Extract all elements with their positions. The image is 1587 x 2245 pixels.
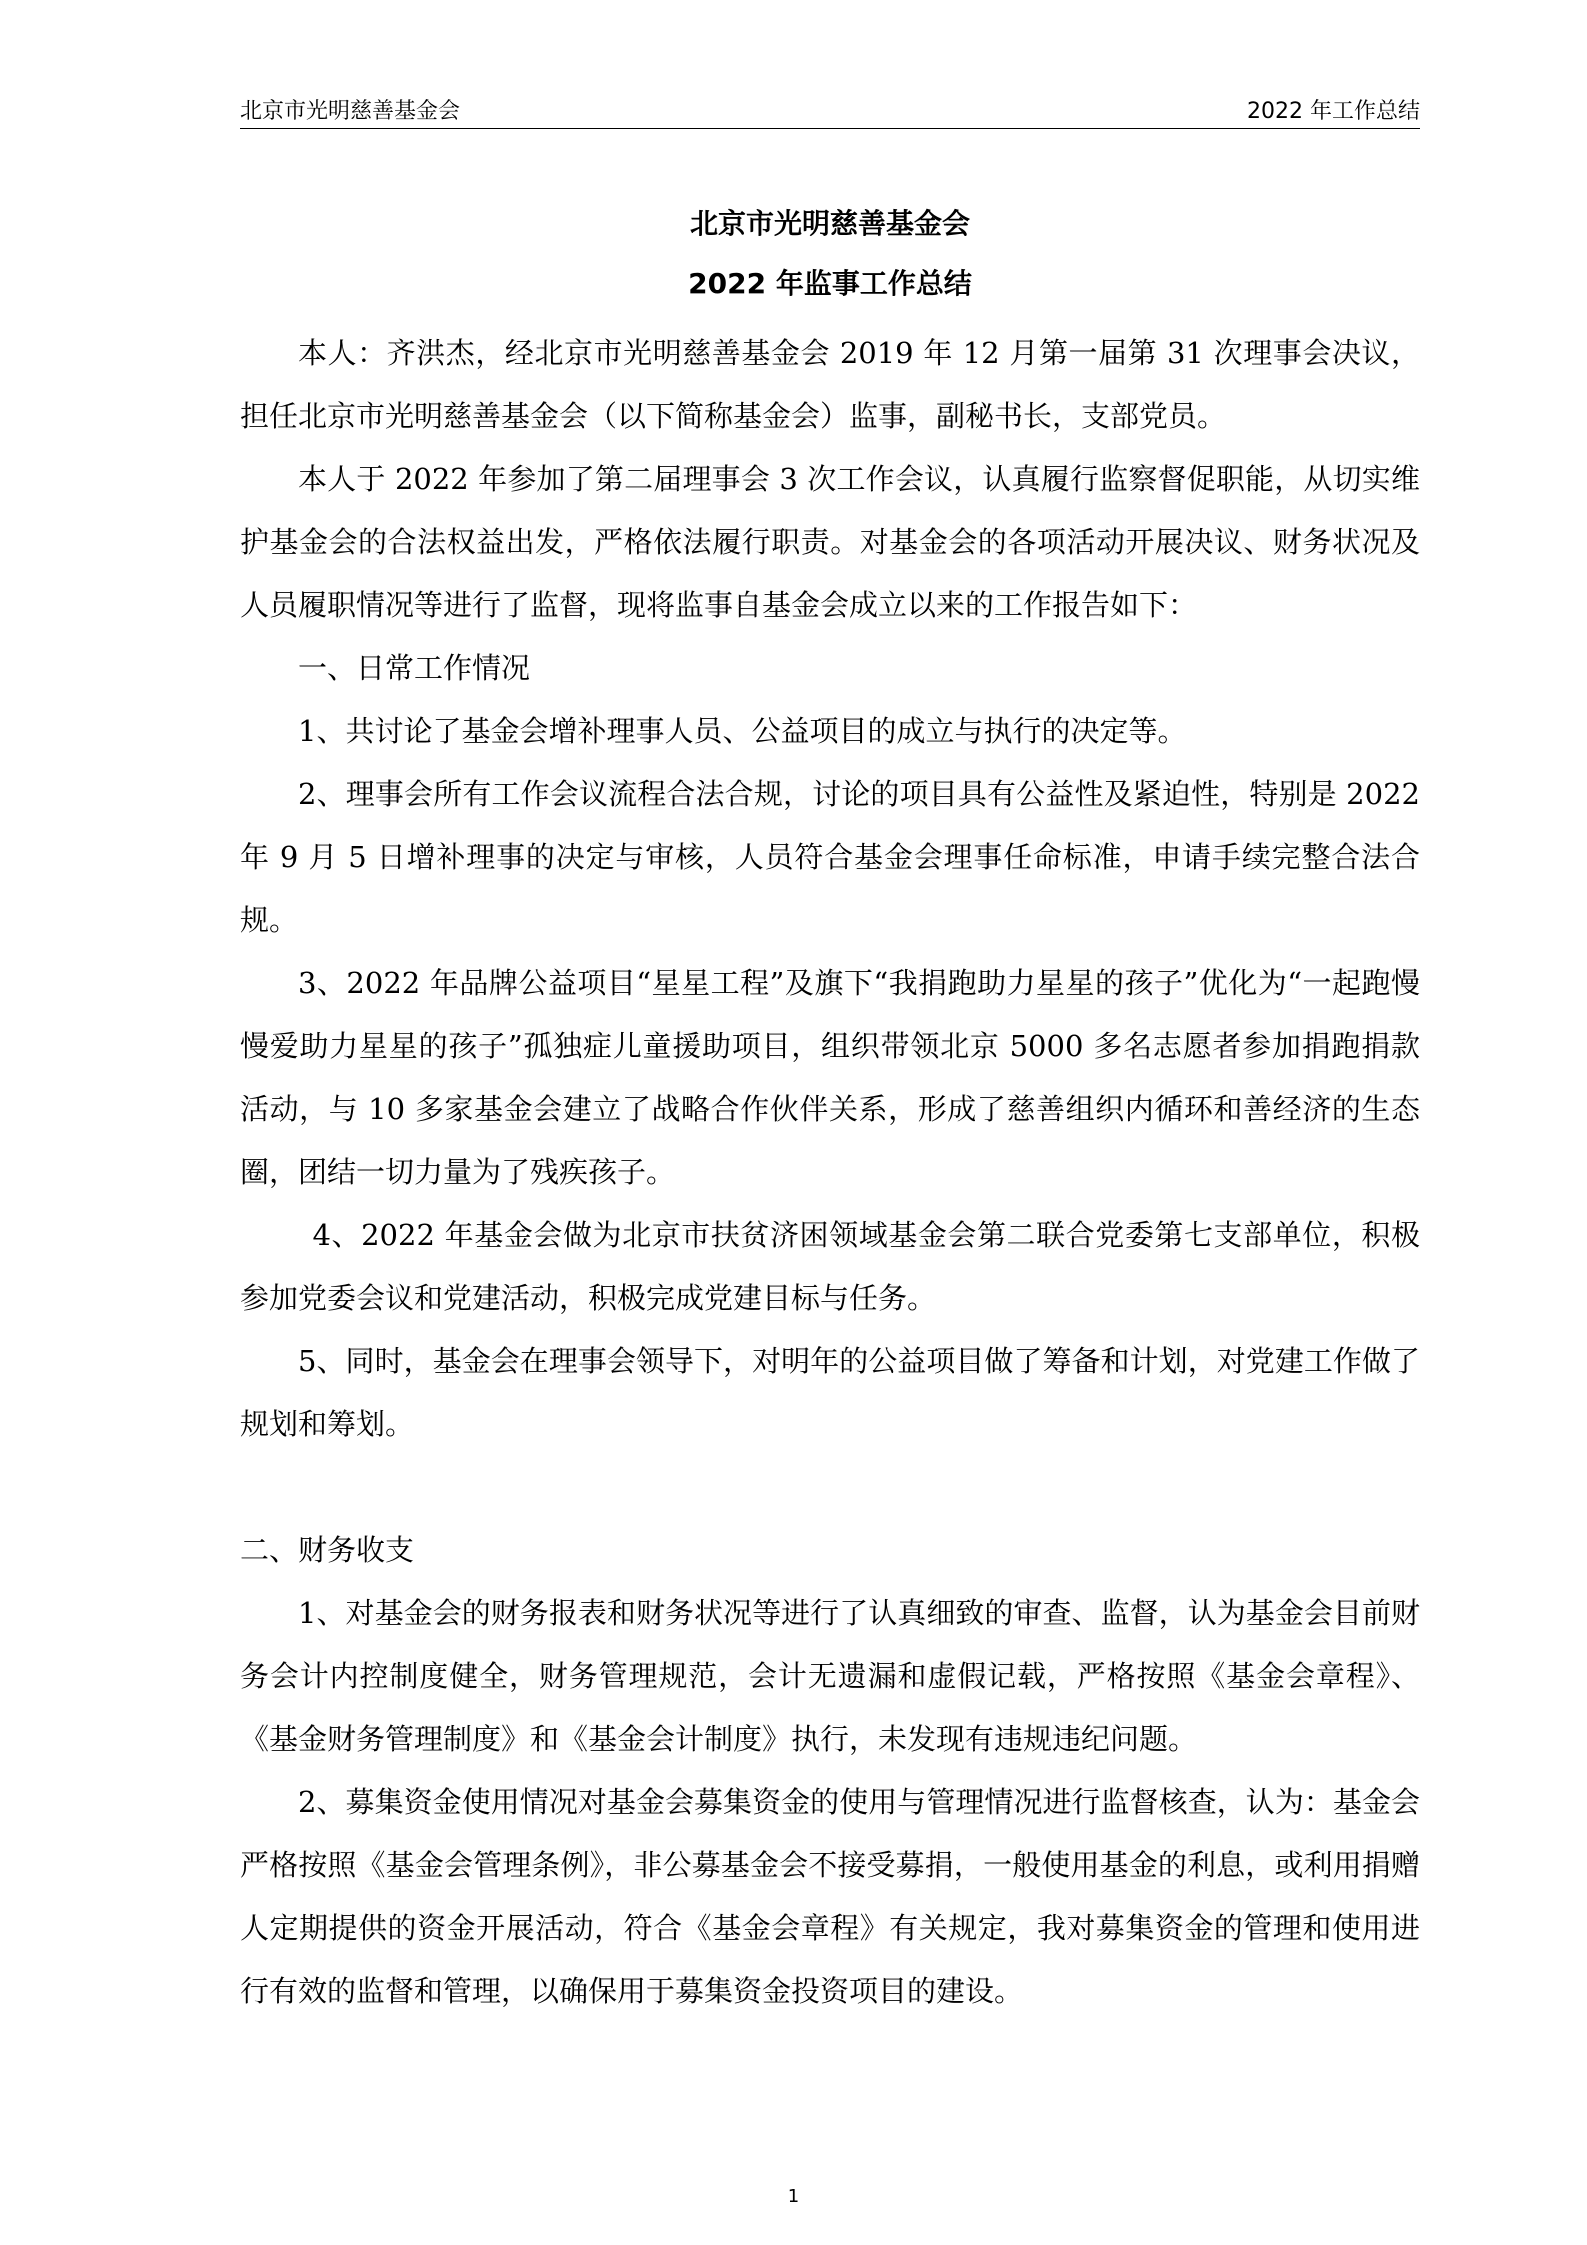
section-heading-daily-work: 一、日常工作情况 <box>298 651 531 685</box>
header-organization: 北京市光明慈善基金会 <box>240 99 461 124</box>
document-title: 2022 年监事工作总结 <box>688 267 972 300</box>
paragraph-item-1: 1、共讨论了基金会增补理事人员、公益项目的成立与执行的决定等。 <box>298 714 1187 748</box>
paragraph-item-4: 4、2022 年基金会做为北京市扶贫济困领域基金会第二联合党委第七支部单位，积极参加党委会议和党建活动，积极完成党建目标与任务。 <box>240 1218 1420 1315</box>
paragraph-item-3: 3、2022 年品牌公益项目“星星工程”及旗下“我捐跑助力星星的孩子”优化为“一起跑慢慢爱助力星星的孩子”孤独症儿童援助项目，组织带领北京 5000 多名志愿者参加捐跑捐款活动，与 10 多家基金会建立了战略合作伙伴关系，形成了慈善组织内循环和善经济的生态圈，团结一切力量为了残疾孩子。 <box>240 966 1420 1189</box>
document-title-organization: 北京市光明慈善基金会 <box>689 207 970 240</box>
paragraph-intro-2: 本人于 2022 年参加了第二届理事会 3 次工作会议，认真履行监察督促职能，从切实维护基金会的合法权益出发，严格依法履行职责。对基金会的各项活动开展决议、财务状况及人员履职情况等进行了监督，现将监事自基金会成立以来的工作报告如下： <box>240 462 1420 622</box>
paragraph-intro-1: 本人：齐洪杰，经北京市光明慈善基金会 2019 年 12 月第一届第 31 次理事会决议，担任北京市光明慈善基金会（以下简称基金会）监事，副秘书长，支部党员。 <box>240 336 1420 433</box>
paragraph-finance-2: 2、募集资金使用情况对基金会募集资金的使用与管理情况进行监督核查，认为：基金会严格按照《基金会管理条例》，非公募基金会不接受募捐，一般使用基金的利息，或利用捐赠人定期提供的资金开展活动，符合《基金会章程》有关规定，我对募集资金的管理和使用进行有效的监督和管理，以确保用于募集资金投资项目的建设。 <box>240 1785 1420 2008</box>
paragraph-finance-1: 1、对基金会的财务报表和财务状况等进行了认真细致的审查、监督，认为基金会目前财务会计内控制度健全，财务管理规范，会计无遗漏和虚假记载，严格按照《基金会章程》、《基金财务管理制度》和《基金会计制度》执行，未发现有违规违纪问题。 <box>240 1596 1420 1756</box>
paragraph-item-2: 2、理事会所有工作会议流程合法合规，讨论的项目具有公益性及紧迫性，特别是 2022 年 9 月 5 日增补理事的决定与审核，人员符合基金会理事任命标准，申请手续完整合法合规。 <box>240 777 1420 937</box>
paragraph-item-5: 5、同时，基金会在理事会领导下，对明年的公益项目做了筹备和计划，对党建工作做了规划和筹划。 <box>240 1344 1420 1441</box>
section-heading-finance: 二、财务收支 <box>240 1533 415 1567</box>
page-header <box>240 92 1420 129</box>
blank-line <box>240 1456 1420 1519</box>
header-report-title: 2022 年工作总结 <box>1247 99 1420 124</box>
document-body <box>240 322 1420 2023</box>
page-number: 1 <box>787 2186 800 2207</box>
